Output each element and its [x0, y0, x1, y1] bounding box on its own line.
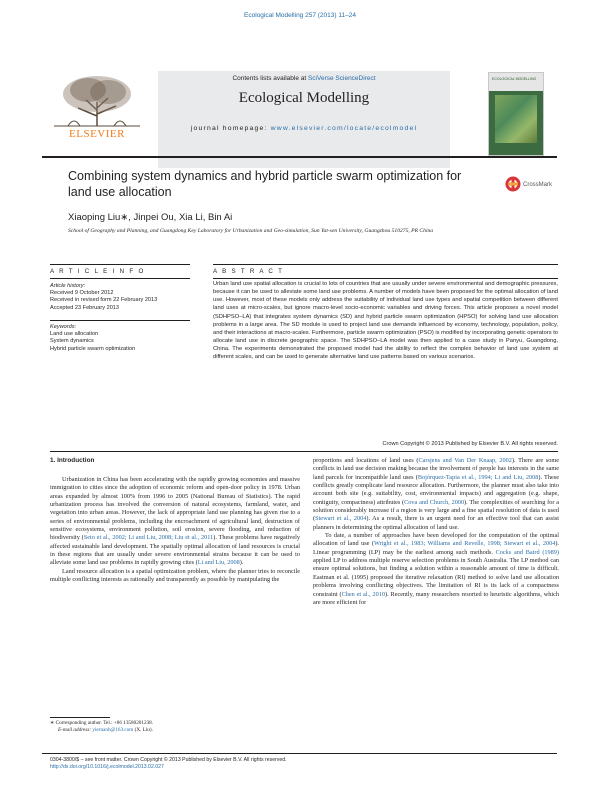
- intro-right-column: [313, 457, 559, 607]
- corresponding-author: ∗ Corresponding author. Tel.: +86 13580201238.: [50, 720, 154, 726]
- crossmark-badge[interactable]: [505, 172, 557, 198]
- info-rule: [50, 278, 190, 279]
- publisher-name: ELSEVIER: [69, 128, 125, 140]
- cover-image: [495, 95, 537, 143]
- crossmark-icon: [505, 176, 521, 192]
- crossmark-label: CrossMark: [523, 182, 553, 188]
- intro-heading: 1. Introduction: [50, 457, 95, 464]
- intro-paragraph: proportions and locations of land uses (Carsjens and Van Der Knaap, 2002). There are some conflicts in land use decision making because the involvement of people has interests in the same land parcels for incompatible land uses (Bojórquez-Tapia et al., 1994; Li and Liu, 2008). These conflicts greatly complicate land resource allocation. Furthermore, the planner must also take into account both site (e.g. suitability, cost, environmental impacts) and aggregation (e.g. shape, contiguity, compactness) attributes (Cova and Church, 2000). The complexities of searching for a solution considerably increase if a region is very large and a fine spatial resolution of data is used (Stewart et al., 2004). As a result, there is an urgent need for an effective tool that can assist planners in determining the optimal allocation of land use.: [313, 457, 560, 531]
- article-info-label: A R T I C L E I N F O: [50, 268, 146, 275]
- citation-link[interactable]: Stewart et al., 2004: [315, 515, 367, 523]
- keywords-block: [50, 324, 195, 353]
- citation-link[interactable]: Cocks and Baird (1989): [495, 548, 559, 556]
- citation-link[interactable]: Wright et al., 1983; Williams and Revelle, 1998; Stewart et al., 2004: [373, 540, 556, 548]
- footnote: [50, 720, 300, 734]
- issn-line: 0304-3800/$ – see front matter. Crown Copyright © 2013 Published by Elsevier B.V. All rights reserved.: [50, 757, 287, 763]
- keyword-item: Hybrid particle swarm optimization: [50, 345, 136, 352]
- article-history: [50, 283, 195, 312]
- intro-left-column: [50, 476, 300, 584]
- journal-reference[interactable]: Ecological Modelling 257 (2013) 11–24: [244, 12, 356, 19]
- homepage-link[interactable]: www.elsevier.com/locate/ecolmodel: [270, 125, 418, 132]
- abstract-top-rule: [213, 264, 558, 265]
- revised-date: Received in revised form 22 February 2013: [50, 297, 158, 304]
- abstract-text: Urban land use spatial allocation is crucial to lots of countries that are usually under severe environmental and demographic pressures, because it can be used to alleviate some land use problems. A number of models have been proposed for the optimal allocation of land use. However, most of these models only address the suitability of individual land use types and spatial competition between different land uses at micro-scales, but ignore macro-level socio-economic variables and driving forces. This article proposes a novel model (SDHPSO–LA) that integrates system dynamics (SD) and hybrid particle swarm optimization (HPSO) for solving land use allocation problems in a large area. The SD module is used to project land use demands influenced by economy, technology, population, policy, and their interactions at macro-scales. Furthermore, particle swarm optimization (PSO) is modified by incorporating genetic operators to allocate land use in discrete geographic space. The SDHPSO–LA model was then applied to a case study in Panyu, Guangdong, China. The experiments demonstrated the proposed model had the ability to reflect the complex behavior of land use system at different scales, and can be used to generate alternative land use patterns based on various scenarios.: [213, 281, 558, 361]
- received-date: Received 9 October 2012: [50, 290, 114, 297]
- article-title: Combining system dynamics and hybrid particle swarm optimization for land use allocation: [68, 169, 462, 199]
- citation-link[interactable]: Li and Liu, 2008: [197, 559, 240, 567]
- journal-title: Ecological Modelling: [238, 90, 370, 106]
- email-link[interactable]: yiernanh@163.com: [92, 726, 134, 733]
- affiliation: School of Geography and Planning, and Guangdong Key Laboratory for Urbanization and Geo-simulation, Sun Yat-sen University, Guangzhou 510275, PR China: [68, 228, 434, 234]
- citation-link[interactable]: Bojórquez-Tapia et al., 1994; Li and Liu, 2008: [417, 473, 539, 481]
- journal-cover: [488, 72, 544, 156]
- abstract-copyright: Crown Copyright © 2013 Published by Elsevier B.V. All rights reserved.: [382, 441, 558, 447]
- email-line: E-mail address: yiernanh@163.com (X. Liu).: [58, 726, 153, 733]
- cover-header: [489, 73, 543, 91]
- intro-paragraph: Land resource allocation is a spatial optimization problem, where the planner tries to reconcile multiple conflicting interests as rationally and transparently as possible by manipulating the: [50, 567, 300, 584]
- front-matter-line: [50, 757, 287, 771]
- citation-link[interactable]: Cova and Church, 2000: [404, 498, 465, 506]
- intro-paragraph: To date, a number of approaches have been developed for the computation of the optimal allocation of land use (Wright et al., 1983; Williams and Revelle, 1998; Stewart et al., 2004). Linear programming (LP) may be the earliest among such methods. Cocks and Baird (1989) applied LP to address multiple reserve selection problems in South Australia. The LP method can ensure optimal solutions, but finding a solution within a reasonable amount of time is difficult. Eastman et al. (1995) proposed the iterative relaxation (RI) method to solve land use allocation problems involving conflicting objectives. The limitation of RI is its lack of a compactness constraint (Chen et al., 2010). Recently, many researchers resorted to heuristic algorithms, which are more efficient for: [313, 532, 559, 606]
- header-rule: [42, 156, 557, 158]
- elsevier-tree-logo: [48, 72, 146, 132]
- homepage-prefix: journal homepage:: [190, 125, 271, 132]
- sciencedirect-link[interactable]: SciVerse ScienceDirect: [307, 75, 376, 82]
- abstract-bottom-rule: [50, 451, 558, 452]
- history-label: Article history:: [50, 283, 86, 289]
- header-banner: [158, 71, 450, 168]
- keywords-rule: [50, 320, 190, 321]
- bottom-rule: [42, 753, 557, 754]
- citation-link[interactable]: Chen et al., 2010: [341, 590, 386, 598]
- doi-link[interactable]: http://dx.doi.org/10.1016/j.ecolmodel.2013.02.027: [50, 764, 164, 770]
- abstract-label: A B S T R A C T: [213, 268, 284, 275]
- intro-paragraph: Urbanization in China has been accelerating with the rapidly growing economies and massive immigration to cities since the adoption of economic reform and open-door policy in 1978. Urban areas expanded by almost 100% from 1996 to 2005 (National Bureau of Statistics). The rapid urbanization process has involved the conversion of natural ecosystems, farmland, water, and vegetation into urban areas. However, the lack of appropriate land use planning has given rise to a series of environmental problems, including the encroachment of agricultural land, destruction of sensitive ecosystems, environment pollution, soil erosion, severe flooding, and reduction of biodiversity (Seto et al., 2002; Li and Liu, 2008; Liu et al., 2011). These problems have negatively affected sustainable land development. The spatially optimal allocation of land resources is crucial in these regions that are usually under severe environmental strains because it can be used to alleviate some land use problems in rapidly growing cites (Li and Liu, 2008).: [50, 476, 300, 567]
- citation-link[interactable]: Seto et al., 2002; Li and Liu, 2008; Liu et al., 2011: [83, 534, 214, 542]
- contents-prefix: Contents lists available at: [232, 75, 308, 82]
- footnote-rule: [50, 717, 110, 718]
- contents-line: [158, 75, 450, 82]
- cover-title: ECOLOGICAL MODELLING: [492, 77, 537, 81]
- author-list[interactable]: Xiaoping Liu∗, Jinpei Ou, Xia Li, Bin Ai: [68, 212, 233, 223]
- abstract-rule: [213, 278, 558, 279]
- journal-homepage: [158, 125, 450, 132]
- accepted-date: Accepted 23 February 2013: [50, 304, 120, 311]
- info-top-rule: [50, 264, 190, 265]
- keywords-label: Keywords:: [50, 324, 77, 330]
- keyword-item: System dynamics: [50, 338, 94, 345]
- citation-link[interactable]: Carsjens and Van Der Knaap, 2002: [418, 457, 512, 464]
- keyword-item: Land use allocation: [50, 331, 99, 338]
